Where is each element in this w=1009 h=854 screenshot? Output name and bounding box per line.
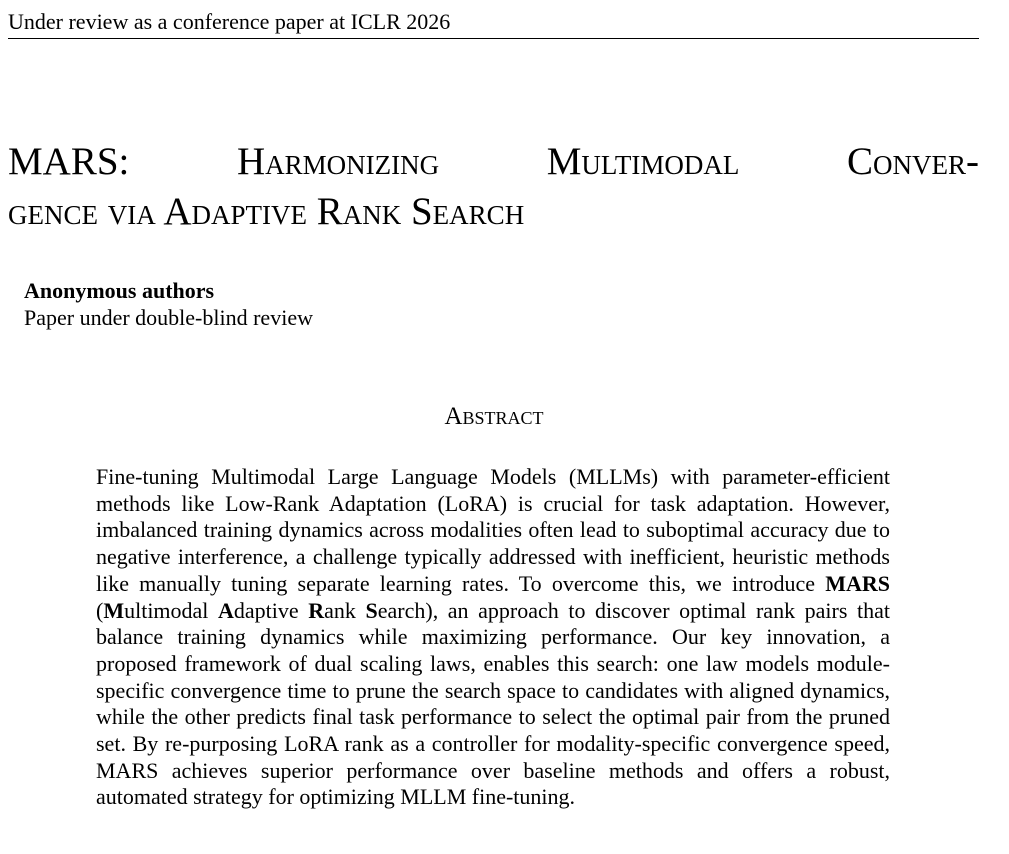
running-header: Under review as a conference paper at ICLR 2026 <box>8 9 451 34</box>
acronym-rest-r: ank <box>324 597 366 623</box>
abstract-paragraph <box>96 464 890 811</box>
author-name: Anonymous authors <box>24 278 215 303</box>
title-acronym: MARS: <box>8 140 130 183</box>
author-block <box>24 277 313 331</box>
abstract-paren: ( <box>96 597 104 623</box>
author-affiliation: Paper under double-blind review <box>24 305 313 330</box>
abstract-acronym: MARS <box>825 570 890 596</box>
acronym-letter-s: S <box>365 597 378 623</box>
acronym-letter-r: R <box>308 597 325 623</box>
abstract-heading: Abstract <box>444 403 544 430</box>
abstract-text-1: Fine-tuning Multimodal Large Language Models (MLLMs) with parameter-efficient methods like Low-Rank Adaptation (LoRA) is crucial for task adaptation. However, imbalanced training dynamics across modalities often lead to suboptimal accuracy due to negative interference, a challenge typically addressed with inefficient, heuristic methods like manually tuning separate learning rates. To overcome this, we introduce <box>96 464 890 596</box>
title-word-multimodal: Multimodal <box>546 140 740 183</box>
title-line-2: gence via Adaptive Rank Search <box>8 190 525 233</box>
acronym-rest-m: ultimodal <box>124 597 219 623</box>
paper-title <box>8 137 979 237</box>
title-word-convergence: Conver- <box>847 140 979 183</box>
acronym-rest-a: daptive <box>233 597 309 623</box>
header-rule <box>8 38 979 39</box>
abstract-text-2: earch), an approach to discover optimal rank pairs that balance training dynamics while maximizing performance. Our key innovation, a proposed framework of dual scaling laws, enables this search: one law models module-specific convergence time to prune the search space to candidates with aligned dynamics, while the other predicts final task performance to select the optimal pair from the pruned set. By re-purposing LoRA rank as a controller for modality-specific convergence speed, MARS achieves superior performance over baseline methods and offers a robust, automated strategy for optimizing MLLM fine-tuning. <box>96 597 890 810</box>
acronym-letter-m: M <box>103 597 125 623</box>
title-line-1 <box>8 137 979 187</box>
acronym-letter-a: A <box>218 597 234 623</box>
title-word-harmonizing: Harmonizing <box>236 140 440 183</box>
